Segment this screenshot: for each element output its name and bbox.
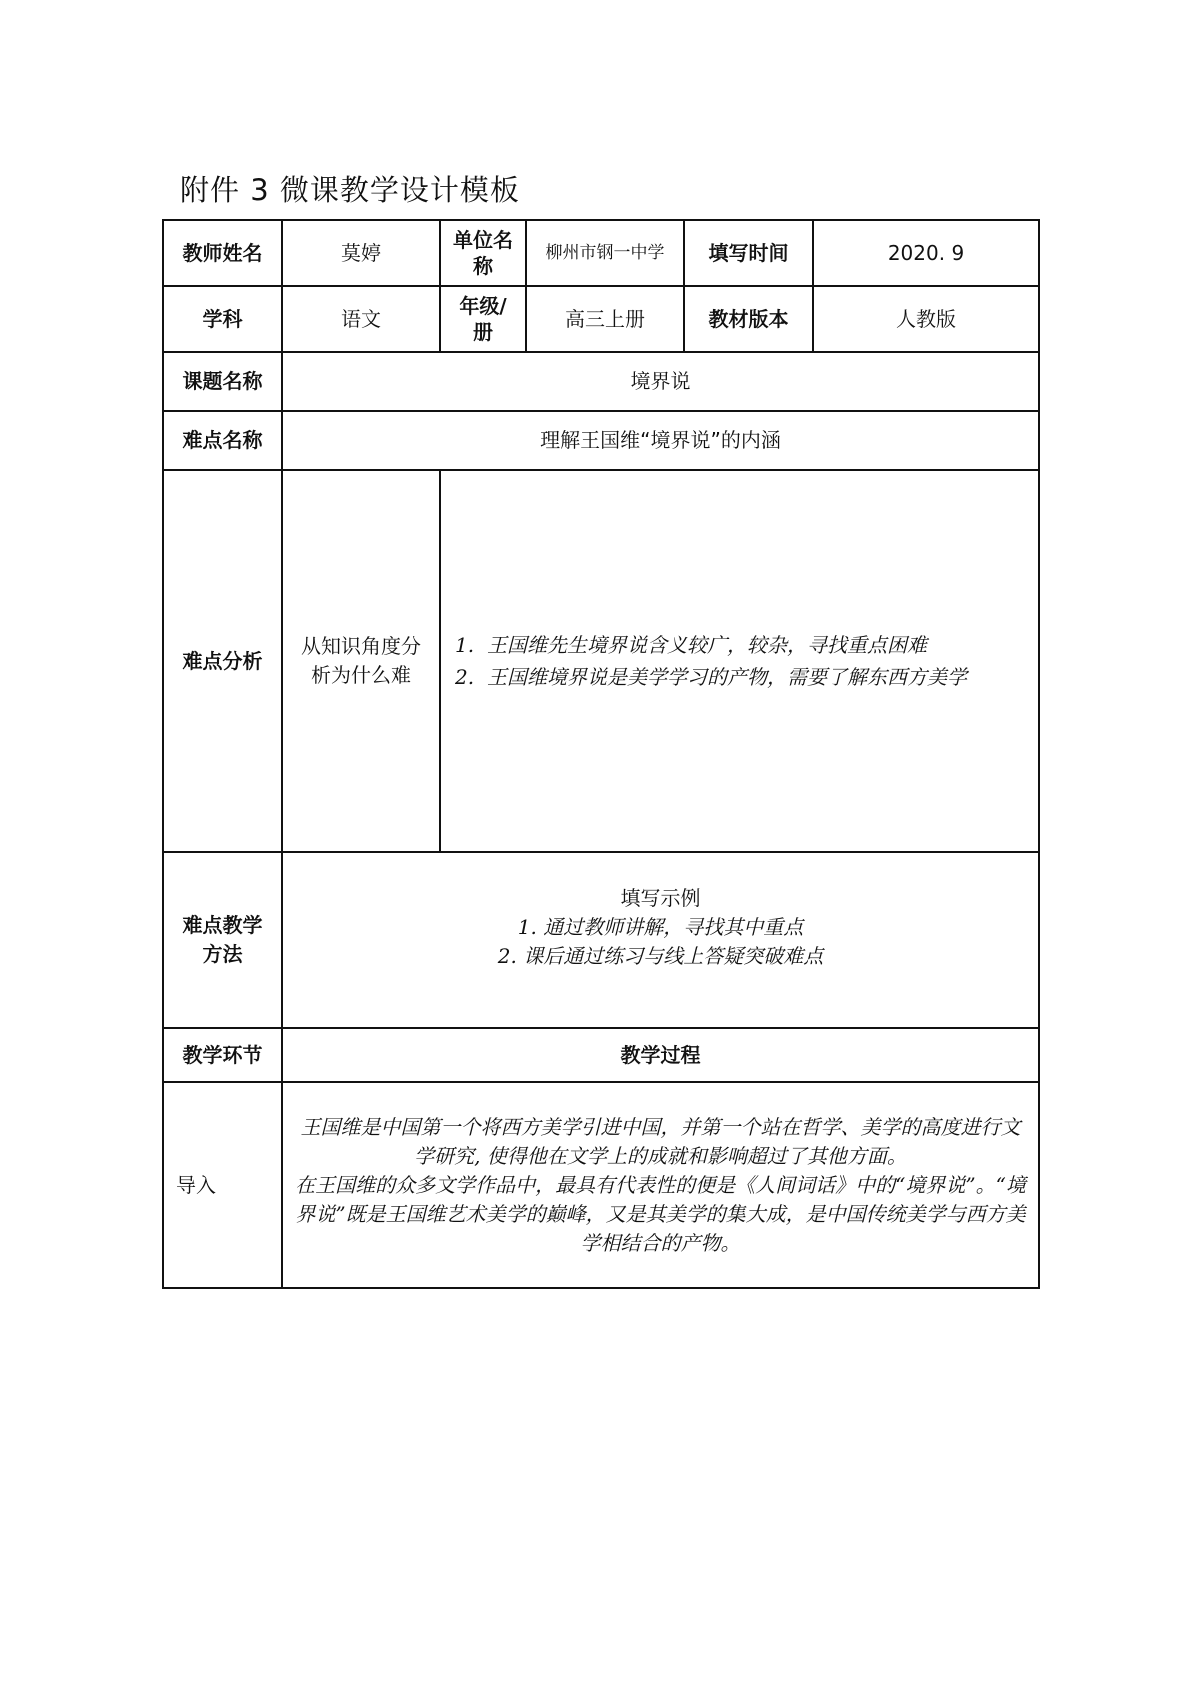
method-label-line2: 方法 [202,942,243,966]
topic-label: 课题名称 [163,352,282,411]
list-item-text: 王国维先生境界说含义较广，较杂，寻找重点困难 [487,633,927,657]
teacher-name-value: 莫婷 [282,220,440,286]
lesson-design-table [162,219,1040,1289]
subject-label: 学科 [163,286,282,352]
table-row [163,411,1039,470]
analysis-content [440,470,1039,852]
teacher-name-label: 教师姓名 [163,220,282,286]
method-label [163,852,282,1028]
list-item-number: 1. [455,633,475,657]
difficulty-value: 理解王国维“境界说”的内涵 [282,411,1039,470]
list-item [455,661,1038,693]
method-line-1: 1. 通过教师讲解，寻找其中重点 [517,914,804,939]
table-row [163,852,1039,1028]
method-spacer [295,971,1026,997]
edition-label: 教材版本 [684,286,813,352]
grade-label [440,286,526,352]
intro-label: 导入 [163,1082,282,1288]
method-heading: 填写示例 [620,885,701,910]
intro-content [282,1082,1039,1288]
fill-time-label: 填写时间 [684,220,813,286]
grade-label-line2: 册 [473,320,493,344]
fill-time-value: 2020. 9 [813,220,1039,286]
table-row [163,1082,1039,1288]
process-header-value: 教学过程 [282,1028,1039,1082]
intro-paragraph-2: 在王国维的众多文学作品中，最具有代表性的便是《人间词话》中的“境界说”。“境界说”既是王国维艺术美学的巅峰，又是其美学的集大成，是中国传统美学与西方美学相结合的产物。 [295,1172,1026,1255]
table-row [163,352,1039,411]
unit-name-value: 柳州市钢一中学 [526,220,684,286]
unit-name-label-line1: 单位名 [453,228,513,252]
method-content [282,852,1039,1028]
table-row [163,286,1039,352]
topic-value: 境界说 [282,352,1039,411]
grade-value: 高三上册 [526,286,684,352]
list-item-number: 2. [455,665,475,689]
list-item [455,629,1038,661]
document-title: 附件 3 微课教学设计模板 [180,173,520,207]
method-label-line1: 难点教学 [182,913,263,937]
list-item-text: 王国维境界说是美学学习的产物，需要了解东西方美学 [487,665,967,689]
edition-value: 人教版 [813,286,1039,352]
table-row [163,220,1039,286]
unit-name-label [440,220,526,286]
analysis-sub-label-line1: 从知识角度分 [301,634,421,658]
analysis-sub-label-line2: 析为什么难 [311,663,411,687]
analysis-list [441,629,1038,693]
subject-value: 语文 [282,286,440,352]
intro-paragraph-1: 王国维是中国第一个将西方美学引进中国，并第一个站在哲学、美学的高度进行文学研究, 使得他在文学上的成就和影响超过了其他方面。 [300,1114,1021,1168]
difficulty-label: 难点名称 [163,411,282,470]
process-stage-label: 教学环节 [163,1028,282,1082]
analysis-label: 难点分析 [163,470,282,852]
unit-name-label-line2: 称 [473,254,493,278]
analysis-sub-label [282,470,440,852]
table-row [163,470,1039,852]
table-row [163,1028,1039,1082]
method-line-2: 2. 课后通过练习与线上答疑突破难点 [497,943,824,968]
grade-label-line1: 年级/ [459,294,507,318]
